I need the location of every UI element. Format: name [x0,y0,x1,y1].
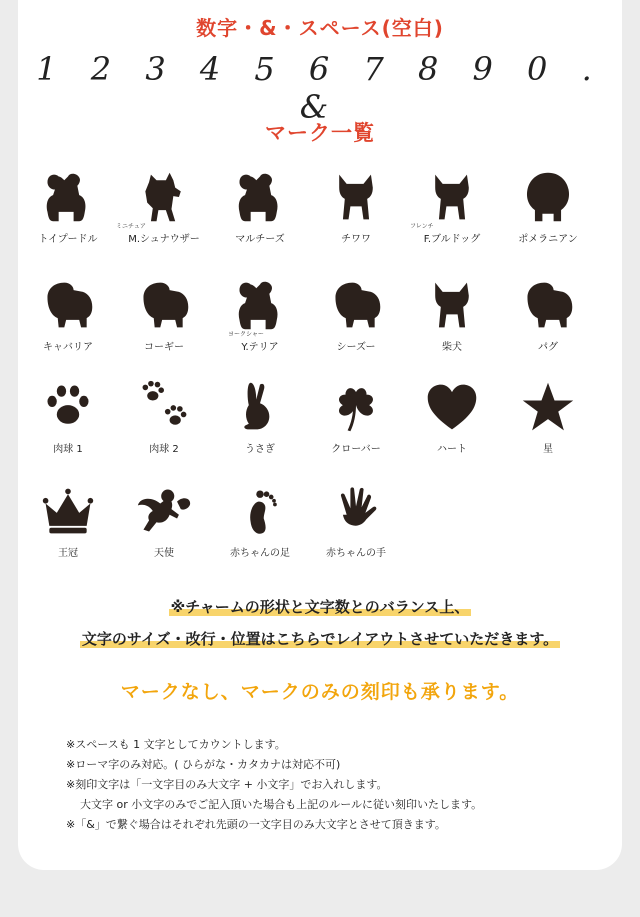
mark-label: チワワ [341,234,371,245]
mark-label: キャバリア [43,342,93,353]
mark-corgi[interactable] [116,276,212,366]
layout-note-text-1: ※チャームの形状と文字数とのバランス上、 [170,598,470,616]
mark-label: シーズー [336,342,376,353]
mark-label: 赤ちゃんの足 [230,548,290,559]
pug-icon [520,276,576,334]
marks-grid [18,0,622,600]
star-icon [520,378,576,436]
cavalier-icon [40,276,96,334]
mark-star[interactable] [500,378,596,468]
baby-foot-icon [232,482,288,540]
paw-icon [40,378,96,436]
maltese-icon [232,168,288,226]
mark-label: トイプードル [38,234,98,245]
mark-maltese[interactable] [212,168,308,258]
numbers-heading: 数字・&・スペース(空白) [196,16,444,40]
baby-hand-icon [328,482,384,540]
rule-item: 大文字 or 小文字のみでご記入頂いた場合も上記のルールに従い刻印いたします。 [80,798,483,811]
mark-angel[interactable] [116,482,212,572]
mark-label: ハート [437,444,467,455]
rule-item: ※「&」で繋ぐ場合はそれぞれ先頭の一文字目のみ大文字とさせて頂きます。 [66,818,446,831]
mark-label: 王冠 [58,548,78,559]
mark-label: パグ [538,342,558,353]
mark-french-bulldog[interactable] [404,168,500,258]
mark-label: コーギー [144,342,184,353]
shiba-icon [424,276,480,334]
script-sample: 1 2 3 4 5 6 7 8 9 0 . & [36,50,604,126]
rule-item: ※ローマ字のみ対応。( ひらがな・カタカナは対応不可) [66,758,341,771]
mark-pug[interactable] [500,276,596,366]
mark-label: F.ブルドッグ [423,234,481,245]
shih-tzu-icon [328,276,384,334]
mark-label: 肉球 2 [149,444,179,455]
mark-label: クローバー [331,444,381,455]
mark-label: マルチーズ [235,234,285,245]
heart-icon [424,378,480,436]
mark-label: 天使 [154,548,174,559]
mark-cavalier[interactable] [20,276,116,366]
layout-note-line-1 [18,596,622,617]
toy-poodle-icon [40,168,96,226]
mark-label: 柴犬 [442,342,462,353]
mark-clover[interactable] [308,378,404,468]
pomeranian-icon [520,168,576,226]
engraving-card [18,0,622,870]
mark-label: うさぎ [245,444,275,455]
mark-label: 星 [543,444,553,455]
layout-note-line-2 [18,628,622,649]
mark-sub: ミニチュア [116,223,146,230]
mark-label: 肉球 1 [53,444,83,455]
mark-baby-foot[interactable] [212,482,308,572]
marks-heading: マーク一覧 [265,121,375,145]
mark-chihuahua[interactable] [308,168,404,258]
angel-icon [136,482,192,540]
layout-note-text-2: 文字のサイズ・改行・位置はこちらでレイアウトさせていただきます。 [81,630,559,648]
mark-yorkshire-terrier[interactable] [212,276,308,366]
mark-paw-1[interactable] [20,378,116,468]
mark-label: 赤ちゃんの手 [326,548,386,559]
mark-pomeranian[interactable] [500,168,596,258]
paws-icon [136,378,192,436]
mark-label: Y.テリア [241,342,279,353]
yorkshire-terrier-icon [232,276,288,334]
mark-sub: フレンチ [410,223,434,230]
rule-item: ※スペースも 1 文字としてカウントします。 [66,738,286,751]
mark-schnauzer[interactable] [116,168,212,258]
corgi-icon [136,276,192,334]
mark-shih-tzu[interactable] [308,276,404,366]
mark-paw-2[interactable] [116,378,212,468]
mark-sub: ヨークシャー [228,331,264,338]
mark-baby-hand[interactable] [308,482,404,572]
mark-label: M.シュナウザー [128,234,200,245]
rabbit-icon [232,378,288,436]
mark-toy-poodle[interactable] [20,168,116,258]
crown-icon [40,482,96,540]
mark-crown[interactable] [20,482,116,572]
mark-shiba[interactable] [404,276,500,366]
clover-icon [328,378,384,436]
no-mark-note: マークなし、マークのみの刻印も承ります。 [120,681,520,703]
french-bulldog-icon [424,168,480,226]
mark-rabbit[interactable] [212,378,308,468]
schnauzer-icon [136,168,192,226]
mark-label: ポメラニアン [518,234,578,245]
mark-heart[interactable] [404,378,500,468]
chihuahua-icon [328,168,384,226]
rule-item: ※刻印文字は「一文字目のみ大文字 + 小文字」でお入れします。 [66,778,388,791]
rules-list [66,735,606,835]
